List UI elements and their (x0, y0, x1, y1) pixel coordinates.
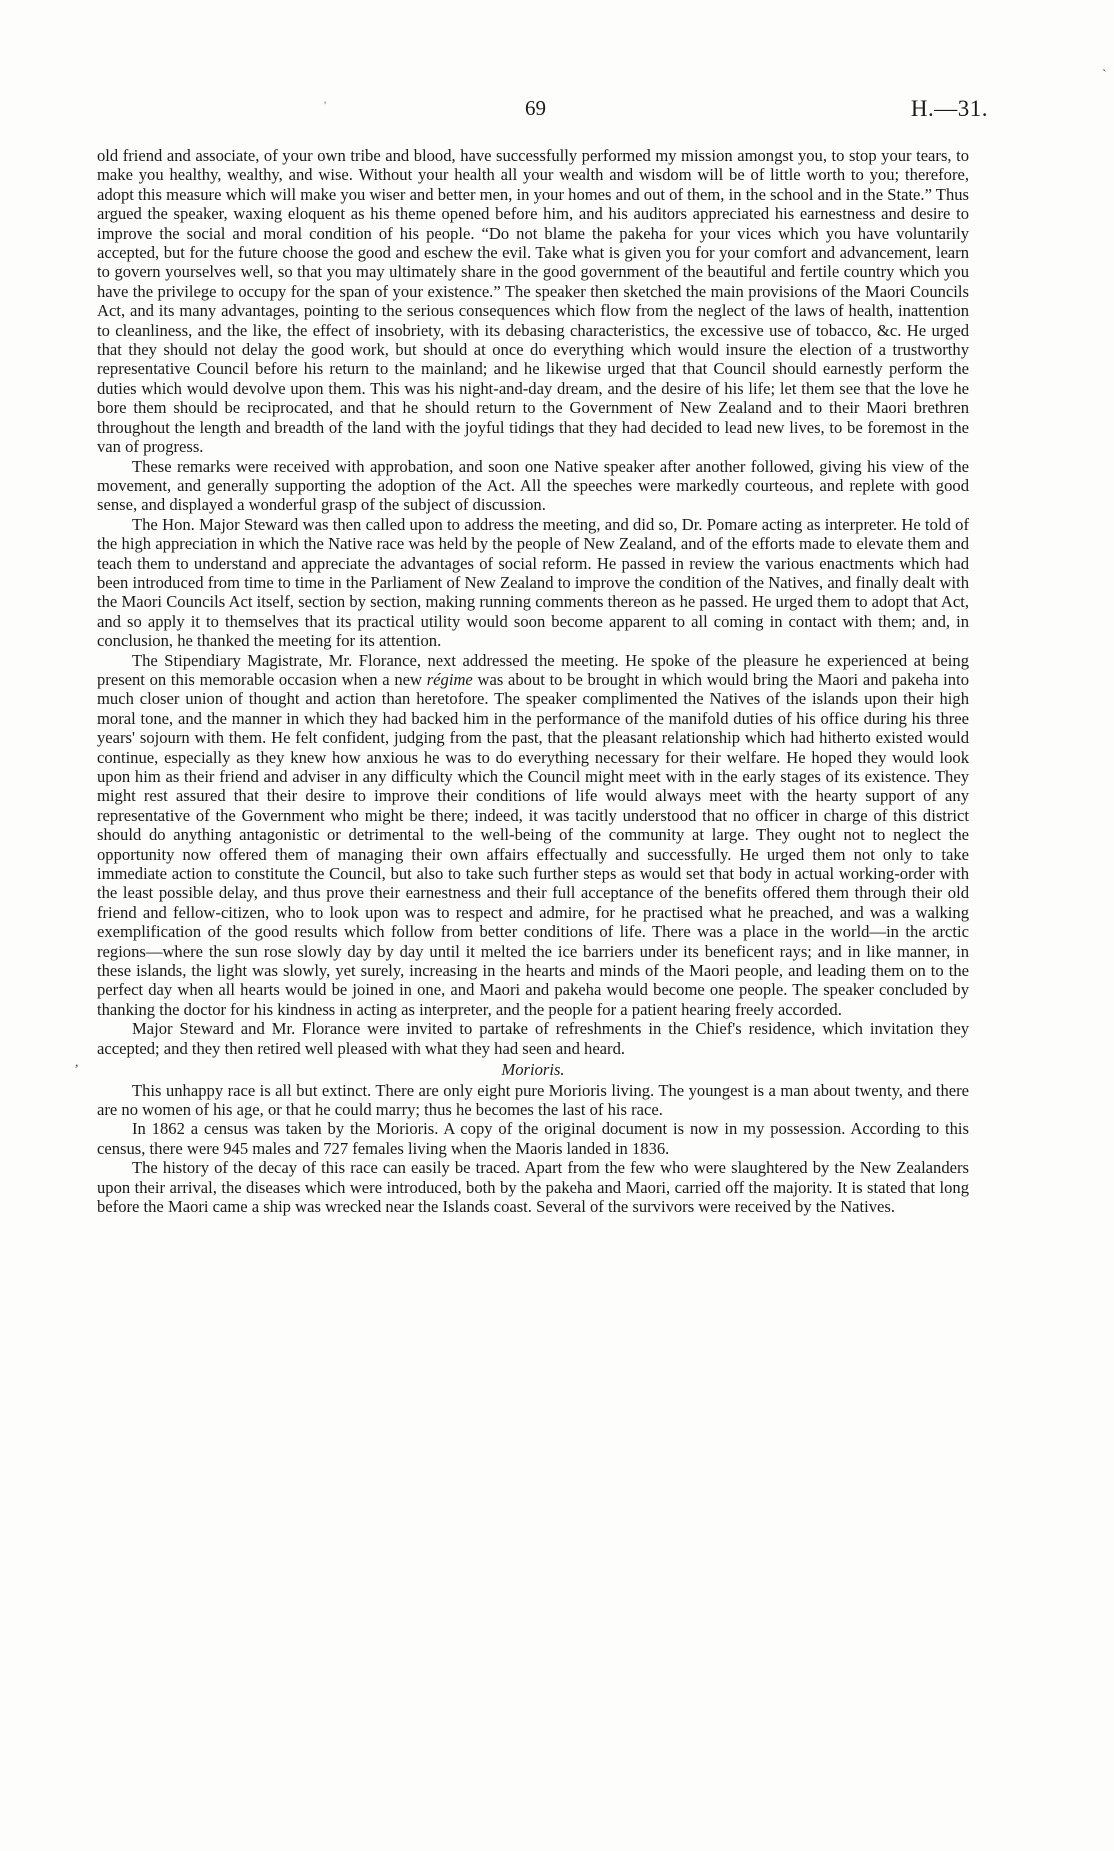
stray-mark-top: ' (324, 98, 327, 112)
italic-regime: régime (426, 669, 473, 689)
paragraph-major-steward: The Hon. Major Steward was then called upon to address the meeting, and did so, Dr. Pomare acting as interpreter. He told of the high appreciation in which the Native race was held by the people of New Zealand, and of the efforts made to elevate them and teach them to understand and appreciate the advantages of social reform. He passed in review the various enactments which had been introduced from time to time in the Parliament of New Zealand to improve the condition of the Natives, and finally dealt with the Maori Councils Act itself, section by section, making running comments thereon as he passed. He urged them to adopt that Act, and so apply it to themselves that its practical utility would soon become apparent to all coming in contact with them; and, in conclusion, he thanked the meeting for its attention. (97, 514, 969, 651)
paragraph-magistrate: The Stipendiary Magistrate, Mr. Florance, next addressed the meeting. He spoke of the pleasure he experienced at being present on this memorable occasion when a new régime was about to be brought in which would bring the Maori and pakeha into much closer union of thought and action than heretofore. The speaker complimented the Natives of the islands upon their high moral tone, and the manner in which they had backed him in the performance of the manifold duties of his office during his three years' sojourn with them. He felt confident, judging from the past, that the pleasant relationship which had hitherto existed would continue, especially as they knew how anxious he was to do everything necessary for their welfare. He hoped they would look upon him as their friend and adviser in any difficulty which the Council might meet with in the early stages of its existence. They might rest assured that their desire to improve their conditions of life would always meet with the hearty support of any representative of the Government who might be there; indeed, it was tacitly understood that no officer in charge of this district should do anything antagonistic or detrimental to the well-being of the community at large. They ought not to neglect the opportunity now offered them of managing their own affairs effectually and successfully. He urged them not only to take immediate action to constitute the Council, but also to take such further steps as would set that body in actual working-order with the least possible delay, and thus prove their earnestness and their full acceptance of the benefits offered them through their old friend and fellow-citizen, who to look upon was to respect and admire, for he practised what he preached, and was a walking exemplification of the good results which follow from better conditions of life. There was a place in the world—in the arctic regions—where the sun rose slowly day by day until it melted the ice barriers under its beneficent rays; and in like manner, in these islands, the light was slowly, yet surely, increasing in the hearts and minds of the Maori people, and leading them on to the perfect day when all hearts would be joined in one, and Maori and pakeha would become one people. The speaker concluded by thanking the doctor for his kindness in acting as interpreter, and the people for a patient hearing freely accorded. (97, 650, 969, 1019)
body-text (97, 146, 969, 1216)
stray-mark-left-margin: , (75, 1055, 79, 1070)
paragraph-morioris-census: In 1862 a census was taken by the Morioris. A copy of the original document is now in my possession. According to this census, there were 945 males and 727 females living when the Maoris landed in 1836. (97, 1119, 969, 1158)
page-number: 69 (525, 96, 546, 120)
stray-mark-top-right: ` (1102, 68, 1107, 83)
document-reference: H.—31. (910, 96, 988, 121)
section-heading-morioris: Morioris. (501, 1060, 565, 1080)
page-header (0, 96, 1114, 126)
paragraph-morioris-extinct: This unhappy race is all but extinct. There are only eight pure Morioris living. The youngest is a man about twenty, and there are no women of his age, or that he could marry; thus he becomes the last of his race. (97, 1080, 969, 1119)
paragraph-morioris-history: The history of the decay of this race can easily be traced. Apart from the few who were slaughtered by the New Zealanders upon their arrival, the diseases which were introduced, both by the pakeha and Maori, carried off the majority. It is stated that long before the Maori came a ship was wrecked near the Islands coast. Several of the survivors were received by the Natives. (97, 1158, 969, 1216)
paragraph-refreshments: Major Steward and Mr. Florance were invited to partake of refreshments in the Chief's residence, which invitation they accepted; and they then retired well pleased with what they had seen and heard. (97, 1019, 969, 1058)
paragraph-remarks: These remarks were received with approbation, and soon one Native speaker after another followed, giving his view of the movement, and generally supporting the adoption of the Act. All the speeches were markedly courteous, and replete with good sense, and displayed a wonderful grasp of the subject of discussion. (97, 456, 969, 515)
paragraph-continued: old friend and associate, of your own tribe and blood, have successfully performed my mission amongst you, to stop your tears, to make you healthy, wealthy, and wise. Without your health all your wealth and wisdom will be of little worth to you; therefore, adopt this measure which will make you wiser and better men, in your homes and out of them, in the school and in the State.” Thus argued the speaker, waxing eloquent as his theme opened before him, and his auditors appreciated his earnestness and desire to improve the social and moral condition of his people. “Do not blame the pakeha for your vices which you have voluntarily accepted, but for the future choose the good and eschew the evil. Take what is given you for your comfort and advancement, learn to govern yourselves well, so that you may ultimately share in the good government of the beautiful and fertile country which you have the privilege to occupy for the span of your existence.” The speaker then sketched the main provisions of the Maori Councils Act, and its many advantages, pointing to the serious consequences which flow from the neglect of the laws of health, inattention to cleanliness, and the like, the effect of insobriety, with its debasing characteristics, the excessive use of tobacco, &c. He urged that they should not delay the good work, but should at once do everything which would insure the election of a trustworthy representative Council before his return to the mainland; and he likewise urged that that Council should earnestly perform the duties which would devolve upon them. This was his night-and-day dream, and the desire of his life; let them see that the love he bore them should be reciprocated, and that he should return to the Government of New Zealand and to their Maori brethren throughout the length and breadth of the land with the joyful tidings that they had decided to lead new lives, to be foremost in the van of progress. (97, 146, 969, 457)
